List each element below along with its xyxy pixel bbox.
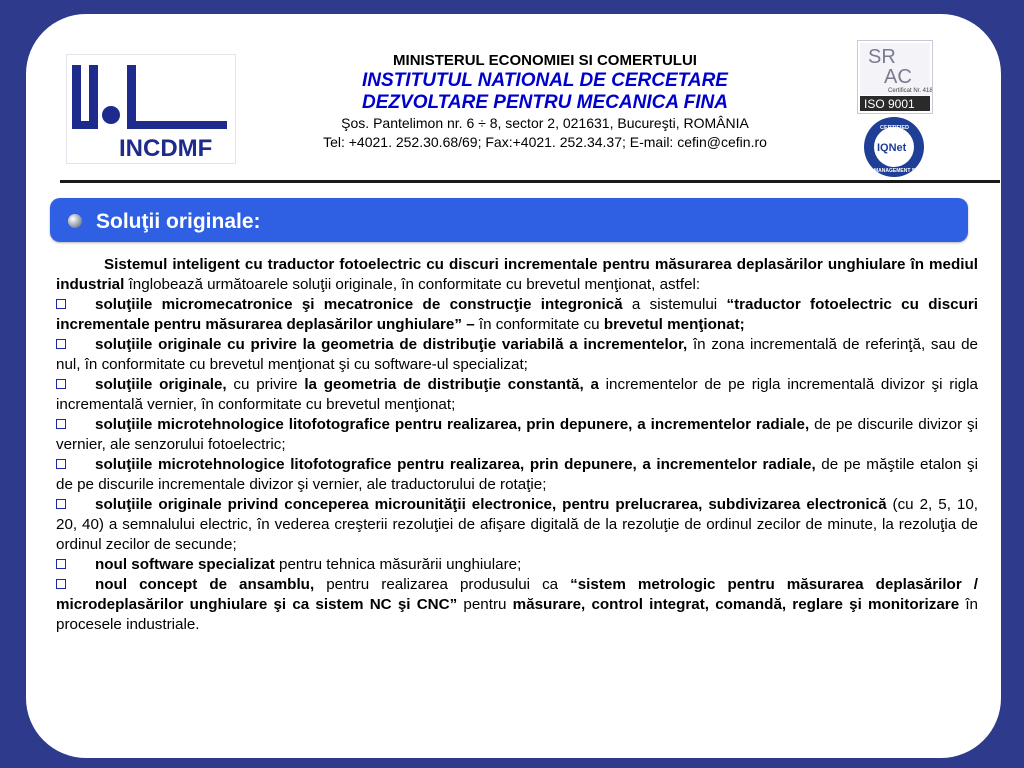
srac-certification-badge [857, 40, 933, 114]
ac-text: AC [884, 66, 912, 88]
iso-9001-text: ISO 9001 [864, 97, 915, 111]
iqnet-certification-badge [857, 116, 931, 178]
contact-line: Tel: +4021. 252.30.68/69; Fax:+4021. 252.34.37; E-mail: cefin@cefin.ro [323, 134, 767, 150]
list-item [56, 555, 978, 575]
cert-number-text: Certificat Nr. 4183 [888, 88, 932, 94]
sr-text: SR [868, 46, 896, 68]
item-text: de pe măştile etalon şi de pe discurile incrementale divizor şi vernier, ale traductorului de rotaţie; [56, 456, 979, 493]
checkbox-bullet-icon [56, 579, 66, 589]
institute-title-line1: INSTITUTUL NATIONAL DE CERCETARE [362, 70, 728, 91]
list-item [56, 375, 978, 415]
list-item [56, 295, 978, 335]
item-text: pentru [457, 596, 513, 613]
intro-bold: Sistemul inteligent cu traductor fotoelectric cu discuri incrementale pentru măsurarea deplasărilor unghiulare în mediul industrial [56, 256, 978, 293]
item-bold: “sistem metrologic pentru măsurarea deplasărilor / microdeplasărilor unghiulare şi ca sistem NC şi CNC” [56, 576, 978, 613]
item-bold: soluţiile microtehnologice litofotografice pentru realizarea, prin depunere, a incrementelor radiale, [95, 416, 810, 433]
item-text: (cu 2, 5, 10, 20, 40) a semnalului electric, în vederea creşterii rezoluţiei de afişare digitală de la rezoluţie de ordinul zecilor de minute, la rezoluţia de ordinul zecilor de secunde; [56, 496, 979, 553]
ministry-title: MINISTERUL ECONOMIEI SI COMERTULUI [393, 52, 697, 69]
iq-ring-top-text: CERTIFIED [880, 125, 910, 131]
iq-ring-bottom-text: MANAGEMENT SYSTEM [874, 168, 931, 174]
item-bold: noul concept de ansamblu, [95, 576, 315, 593]
checkbox-bullet-icon [56, 459, 66, 469]
item-text: în conformitate cu [474, 316, 604, 333]
item-text: în zona incrementală de referinţă, sau de nul, în conformitate cu brevetul menţionat şi cu software-ul specializat; [56, 336, 978, 373]
item-bold: soluţiile micromecatronice şi mecatronice de construcţie integronică [95, 296, 623, 313]
list-item [56, 335, 978, 375]
checkbox-bullet-icon [56, 559, 66, 569]
intro-rest: înglobează următoarele soluţii originale, în conformitate cu brevetul menţionat, astfel: [124, 276, 701, 293]
section-title: Soluţii originale: [96, 210, 261, 233]
checkbox-bullet-icon [56, 299, 66, 309]
institute-title-line2: DEZVOLTARE PENTRU MECANICA FINA [362, 92, 728, 113]
item-bold: “traductor fotoelectric cu discuri incrementale pentru măsurarea deplasărilor unghiulare” – [56, 296, 978, 333]
iqnet-text: IQNet [877, 142, 907, 154]
checkbox-bullet-icon [56, 499, 66, 509]
list-item [56, 575, 978, 635]
bullet-ball-icon [68, 214, 82, 228]
solutions-content [56, 255, 978, 635]
item-text: pentru tehnica măsurării unghiulare; [274, 556, 522, 573]
item-bold: soluţiile microtehnologice litofotografice pentru realizarea, prin depunere, a incrementelor radiale, [95, 456, 816, 473]
checkbox-bullet-icon [56, 379, 66, 389]
item-text: în procesele industriale. [56, 596, 978, 633]
item-text: de pe discurile divizor şi vernier, ale senzorului fotoelectric; [56, 416, 978, 453]
item-bold: brevetul menţionat; [603, 316, 745, 333]
item-bold: soluţiile originale, [95, 376, 227, 393]
header-divider [60, 180, 1000, 183]
item-text: cu privire [226, 376, 305, 393]
item-bold: noul software specializat [95, 556, 275, 573]
item-bold: soluţiile originale privind conceperea microunităţii electronice, pentru prelucrarea, subdivizarea electronică [95, 496, 887, 513]
item-text: a sistemului [622, 296, 727, 313]
list-item [56, 455, 978, 495]
item-bold: la geometria de distribuţie constantă, a [304, 376, 599, 393]
item-bold: soluţiile originale cu privire la geometria de distribuţie variabilă a incrementelor, [95, 336, 688, 353]
address-line: Şos. Pantelimon nr. 6 ÷ 8, sector 2, 021631, Bucureşti, ROMÂNIA [341, 115, 749, 131]
incdmf-logo [66, 54, 236, 164]
logo-text: INCDMF [119, 135, 213, 162]
item-bold: măsurare, control integrat, comandă, reglare şi monitorizare [512, 596, 960, 613]
item-text: pentru realizarea produsului ca [314, 576, 571, 593]
list-item [56, 495, 978, 555]
item-text: incrementelor de pe rigla incrementală divizor şi rigla incrementală vernier, în conformitate cu brevetul menţionat; [56, 376, 978, 413]
list-item [56, 415, 978, 455]
checkbox-bullet-icon [56, 419, 66, 429]
institution-header [240, 50, 850, 152]
checkbox-bullet-icon [56, 339, 66, 349]
intro-paragraph [56, 255, 978, 295]
